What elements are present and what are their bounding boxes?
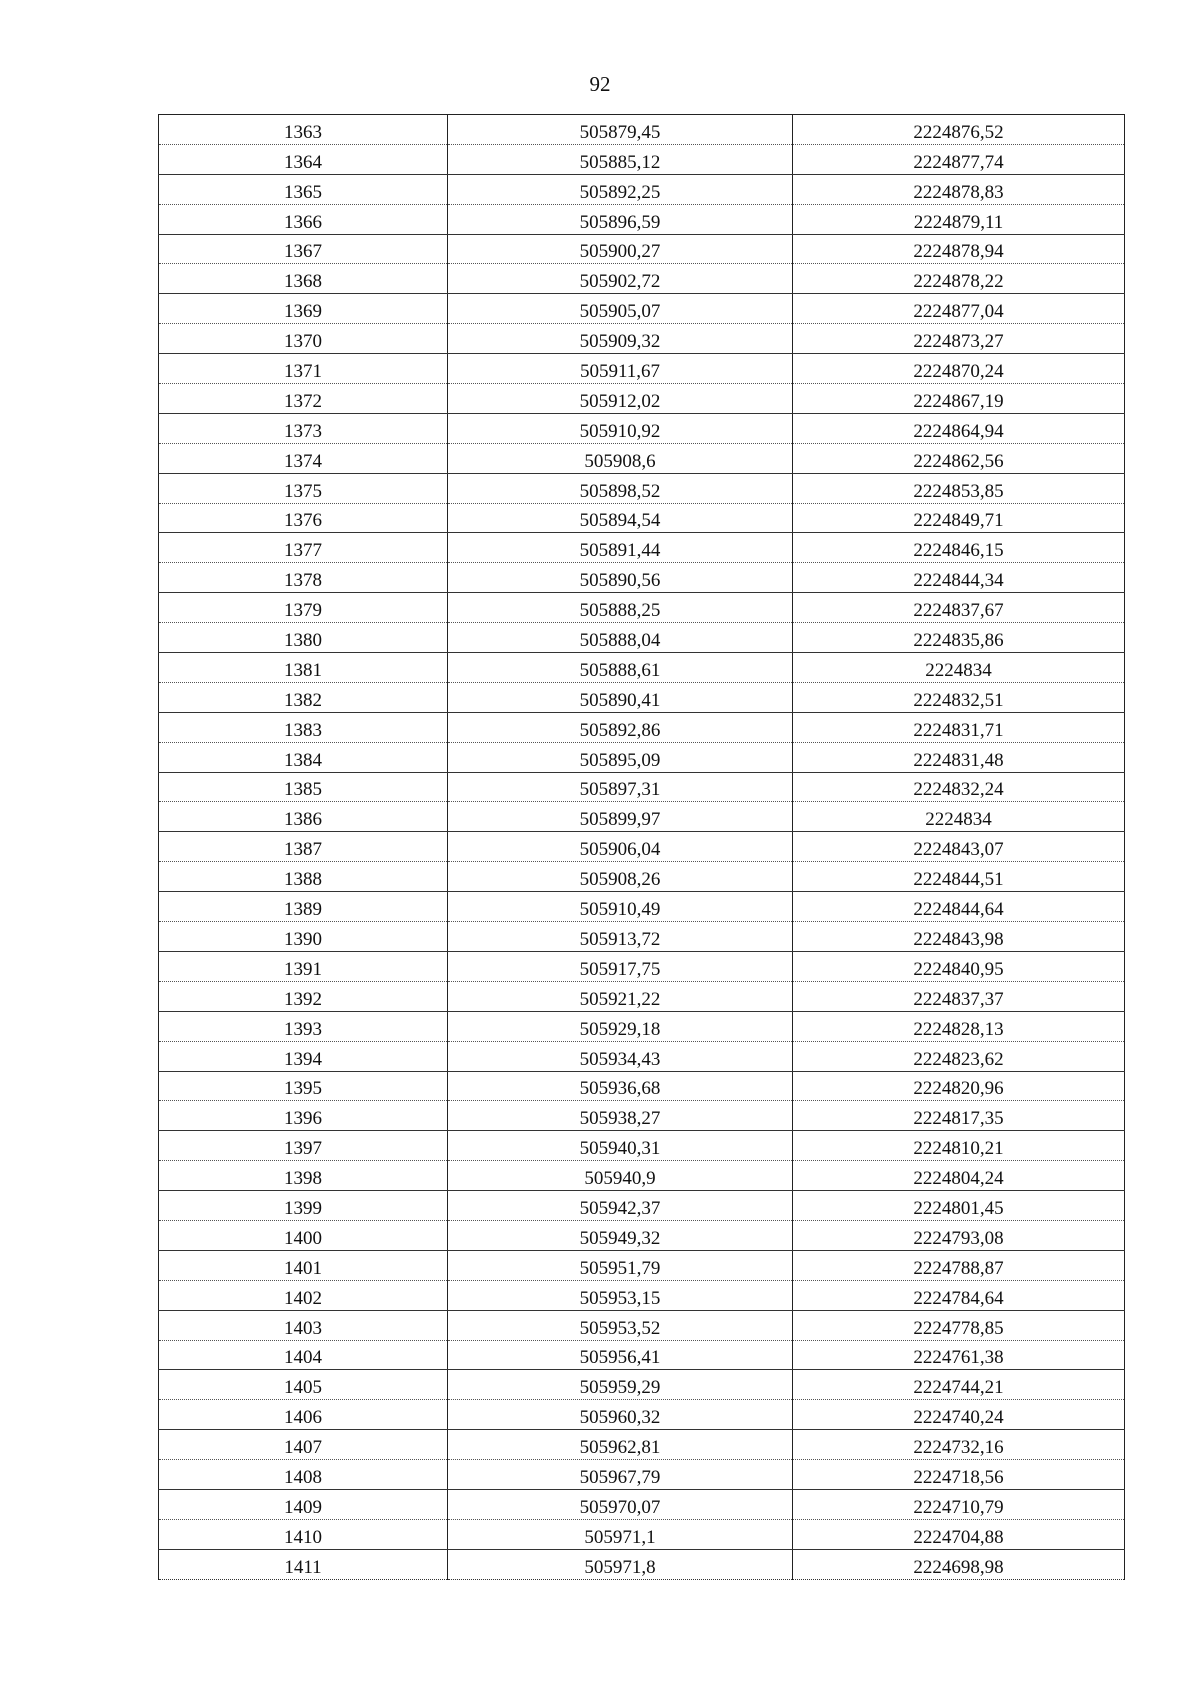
x-coordinate-cell: 505899,97 (448, 802, 793, 832)
table-row (159, 742, 1125, 772)
x-coordinate-cell: 505921,22 (448, 981, 793, 1011)
y-coordinate-cell: 2224828,13 (793, 1011, 1125, 1041)
table-row (159, 1489, 1125, 1519)
table-row (159, 503, 1125, 533)
y-coordinate-cell: 2224810,21 (793, 1131, 1125, 1161)
y-coordinate-cell: 2224834 (793, 802, 1125, 832)
table-row (159, 1011, 1125, 1041)
y-coordinate-cell: 2224704,88 (793, 1519, 1125, 1549)
y-coordinate-cell: 2224879,11 (793, 204, 1125, 234)
point-number-cell: 1394 (159, 1041, 448, 1071)
table-row (159, 802, 1125, 832)
y-coordinate-cell: 2224862,56 (793, 443, 1125, 473)
table-row (159, 533, 1125, 563)
y-coordinate-cell: 2224740,24 (793, 1400, 1125, 1430)
x-coordinate-cell: 505894,54 (448, 503, 793, 533)
y-coordinate-cell: 2224843,07 (793, 832, 1125, 862)
y-coordinate-cell: 2224801,45 (793, 1191, 1125, 1221)
table-row (159, 1220, 1125, 1250)
point-number-cell: 1373 (159, 413, 448, 443)
y-coordinate-cell: 2224784,64 (793, 1280, 1125, 1310)
point-number-cell: 1386 (159, 802, 448, 832)
point-number-cell: 1370 (159, 324, 448, 354)
y-coordinate-cell: 2224835,86 (793, 623, 1125, 653)
x-coordinate-cell: 505888,61 (448, 653, 793, 683)
point-number-cell: 1392 (159, 981, 448, 1011)
point-number-cell: 1399 (159, 1191, 448, 1221)
point-number-cell: 1384 (159, 742, 448, 772)
table-row (159, 922, 1125, 952)
point-number-cell: 1402 (159, 1280, 448, 1310)
table-row (159, 832, 1125, 862)
point-number-cell: 1391 (159, 951, 448, 981)
y-coordinate-cell: 2224820,96 (793, 1071, 1125, 1101)
y-coordinate-cell: 2224718,56 (793, 1460, 1125, 1490)
point-number-cell: 1388 (159, 862, 448, 892)
y-coordinate-cell: 2224832,51 (793, 682, 1125, 712)
point-number-cell: 1379 (159, 593, 448, 623)
table-row (159, 384, 1125, 414)
x-coordinate-cell: 505910,49 (448, 892, 793, 922)
point-number-cell: 1366 (159, 204, 448, 234)
x-coordinate-cell: 505934,43 (448, 1041, 793, 1071)
x-coordinate-cell: 505970,07 (448, 1489, 793, 1519)
table-row (159, 443, 1125, 473)
y-coordinate-cell: 2224817,35 (793, 1101, 1125, 1131)
table-row (159, 1430, 1125, 1460)
table-row (159, 1370, 1125, 1400)
x-coordinate-cell: 505908,26 (448, 862, 793, 892)
y-coordinate-cell: 2224698,98 (793, 1549, 1125, 1579)
point-number-cell: 1378 (159, 563, 448, 593)
point-number-cell: 1376 (159, 503, 448, 533)
point-number-cell: 1389 (159, 892, 448, 922)
x-coordinate-cell: 505951,79 (448, 1250, 793, 1280)
x-coordinate-cell: 505911,67 (448, 354, 793, 384)
x-coordinate-cell: 505890,56 (448, 563, 793, 593)
x-coordinate-cell: 505940,9 (448, 1161, 793, 1191)
x-coordinate-cell: 505956,41 (448, 1340, 793, 1370)
point-number-cell: 1403 (159, 1310, 448, 1340)
y-coordinate-cell: 2224831,71 (793, 712, 1125, 742)
x-coordinate-cell: 505885,12 (448, 144, 793, 174)
y-coordinate-cell: 2224844,51 (793, 862, 1125, 892)
y-coordinate-cell: 2224834 (793, 653, 1125, 683)
point-number-cell: 1408 (159, 1460, 448, 1490)
y-coordinate-cell: 2224867,19 (793, 384, 1125, 414)
table-row (159, 473, 1125, 503)
x-coordinate-cell: 505936,68 (448, 1071, 793, 1101)
y-coordinate-cell: 2224873,27 (793, 324, 1125, 354)
point-number-cell: 1367 (159, 234, 448, 264)
x-coordinate-cell: 505888,04 (448, 623, 793, 653)
point-number-cell: 1407 (159, 1430, 448, 1460)
table-row (159, 1131, 1125, 1161)
y-coordinate-cell: 2224744,21 (793, 1370, 1125, 1400)
point-number-cell: 1375 (159, 473, 448, 503)
x-coordinate-cell: 505879,45 (448, 115, 793, 145)
y-coordinate-cell: 2224876,52 (793, 115, 1125, 145)
table-row (159, 1549, 1125, 1579)
x-coordinate-cell: 505967,79 (448, 1460, 793, 1490)
y-coordinate-cell: 2224823,62 (793, 1041, 1125, 1071)
y-coordinate-cell: 2224778,85 (793, 1310, 1125, 1340)
y-coordinate-cell: 2224877,74 (793, 144, 1125, 174)
x-coordinate-cell: 505962,81 (448, 1430, 793, 1460)
x-coordinate-cell: 505929,18 (448, 1011, 793, 1041)
y-coordinate-cell: 2224843,98 (793, 922, 1125, 952)
point-number-cell: 1395 (159, 1071, 448, 1101)
table-row (159, 1071, 1125, 1101)
y-coordinate-cell: 2224788,87 (793, 1250, 1125, 1280)
point-number-cell: 1411 (159, 1549, 448, 1579)
table-row (159, 115, 1125, 145)
y-coordinate-cell: 2224878,83 (793, 174, 1125, 204)
point-number-cell: 1372 (159, 384, 448, 414)
table-row (159, 1340, 1125, 1370)
table-row (159, 682, 1125, 712)
x-coordinate-cell: 505896,59 (448, 204, 793, 234)
point-number-cell: 1385 (159, 772, 448, 802)
x-coordinate-cell: 505900,27 (448, 234, 793, 264)
x-coordinate-cell: 505908,6 (448, 443, 793, 473)
point-number-cell: 1382 (159, 682, 448, 712)
point-number-cell: 1368 (159, 264, 448, 294)
point-number-cell: 1409 (159, 1489, 448, 1519)
point-number-cell: 1381 (159, 653, 448, 683)
x-coordinate-cell: 505892,25 (448, 174, 793, 204)
point-number-cell: 1374 (159, 443, 448, 473)
point-number-cell: 1390 (159, 922, 448, 952)
table-row (159, 862, 1125, 892)
point-number-cell: 1371 (159, 354, 448, 384)
y-coordinate-cell: 2224870,24 (793, 354, 1125, 384)
point-number-cell: 1363 (159, 115, 448, 145)
y-coordinate-cell: 2224837,37 (793, 981, 1125, 1011)
table-row (159, 772, 1125, 802)
x-coordinate-cell: 505949,32 (448, 1220, 793, 1250)
point-number-cell: 1400 (159, 1220, 448, 1250)
y-coordinate-cell: 2224844,34 (793, 563, 1125, 593)
x-coordinate-cell: 505960,32 (448, 1400, 793, 1430)
x-coordinate-cell: 505912,02 (448, 384, 793, 414)
y-coordinate-cell: 2224831,48 (793, 742, 1125, 772)
table-row (159, 1310, 1125, 1340)
x-coordinate-cell: 505959,29 (448, 1370, 793, 1400)
table-row (159, 413, 1125, 443)
table-row (159, 264, 1125, 294)
point-number-cell: 1377 (159, 533, 448, 563)
table-row (159, 1250, 1125, 1280)
point-number-cell: 1396 (159, 1101, 448, 1131)
point-number-cell: 1365 (159, 174, 448, 204)
coordinates-table (158, 114, 1125, 1580)
x-coordinate-cell: 505891,44 (448, 533, 793, 563)
table-row (159, 294, 1125, 324)
point-number-cell: 1401 (159, 1250, 448, 1280)
table-row (159, 1400, 1125, 1430)
table-row (159, 1191, 1125, 1221)
point-number-cell: 1410 (159, 1519, 448, 1549)
table-row (159, 981, 1125, 1011)
x-coordinate-cell: 505940,31 (448, 1131, 793, 1161)
table-row (159, 354, 1125, 384)
y-coordinate-cell: 2224878,94 (793, 234, 1125, 264)
x-coordinate-cell: 505895,09 (448, 742, 793, 772)
table-row (159, 593, 1125, 623)
table-row (159, 712, 1125, 742)
y-coordinate-cell: 2224853,85 (793, 473, 1125, 503)
y-coordinate-cell: 2224878,22 (793, 264, 1125, 294)
y-coordinate-cell: 2224849,71 (793, 503, 1125, 533)
point-number-cell: 1397 (159, 1131, 448, 1161)
table-row (159, 623, 1125, 653)
y-coordinate-cell: 2224732,16 (793, 1430, 1125, 1460)
table-row (159, 1161, 1125, 1191)
table-row (159, 892, 1125, 922)
table-row (159, 1519, 1125, 1549)
x-coordinate-cell: 505890,41 (448, 682, 793, 712)
x-coordinate-cell: 505942,37 (448, 1191, 793, 1221)
x-coordinate-cell: 505938,27 (448, 1101, 793, 1131)
table-row (159, 174, 1125, 204)
y-coordinate-cell: 2224761,38 (793, 1340, 1125, 1370)
table-row (159, 204, 1125, 234)
table-row (159, 1460, 1125, 1490)
y-coordinate-cell: 2224846,15 (793, 533, 1125, 563)
table-row (159, 563, 1125, 593)
y-coordinate-cell: 2224840,95 (793, 951, 1125, 981)
x-coordinate-cell: 505953,15 (448, 1280, 793, 1310)
coordinates-table-body (159, 115, 1125, 1580)
x-coordinate-cell: 505971,8 (448, 1549, 793, 1579)
table-row (159, 951, 1125, 981)
x-coordinate-cell: 505892,86 (448, 712, 793, 742)
table-row (159, 1280, 1125, 1310)
x-coordinate-cell: 505902,72 (448, 264, 793, 294)
y-coordinate-cell: 2224837,67 (793, 593, 1125, 623)
x-coordinate-cell: 505897,31 (448, 772, 793, 802)
x-coordinate-cell: 505953,52 (448, 1310, 793, 1340)
x-coordinate-cell: 505905,07 (448, 294, 793, 324)
y-coordinate-cell: 2224793,08 (793, 1220, 1125, 1250)
table-row (159, 653, 1125, 683)
y-coordinate-cell: 2224877,04 (793, 294, 1125, 324)
point-number-cell: 1380 (159, 623, 448, 653)
point-number-cell: 1406 (159, 1400, 448, 1430)
point-number-cell: 1364 (159, 144, 448, 174)
y-coordinate-cell: 2224844,64 (793, 892, 1125, 922)
table-row (159, 324, 1125, 354)
point-number-cell: 1404 (159, 1340, 448, 1370)
x-coordinate-cell: 505971,1 (448, 1519, 793, 1549)
point-number-cell: 1369 (159, 294, 448, 324)
x-coordinate-cell: 505909,32 (448, 324, 793, 354)
x-coordinate-cell: 505898,52 (448, 473, 793, 503)
x-coordinate-cell: 505888,25 (448, 593, 793, 623)
x-coordinate-cell: 505913,72 (448, 922, 793, 952)
table-row (159, 144, 1125, 174)
x-coordinate-cell: 505917,75 (448, 951, 793, 981)
x-coordinate-cell: 505910,92 (448, 413, 793, 443)
x-coordinate-cell: 505906,04 (448, 832, 793, 862)
table-row (159, 234, 1125, 264)
y-coordinate-cell: 2224832,24 (793, 772, 1125, 802)
y-coordinate-cell: 2224710,79 (793, 1489, 1125, 1519)
point-number-cell: 1383 (159, 712, 448, 742)
point-number-cell: 1398 (159, 1161, 448, 1191)
page-number: 92 (589, 72, 611, 96)
point-number-cell: 1387 (159, 832, 448, 862)
table-row (159, 1101, 1125, 1131)
y-coordinate-cell: 2224864,94 (793, 413, 1125, 443)
y-coordinate-cell: 2224804,24 (793, 1161, 1125, 1191)
point-number-cell: 1405 (159, 1370, 448, 1400)
table-row (159, 1041, 1125, 1071)
point-number-cell: 1393 (159, 1011, 448, 1041)
